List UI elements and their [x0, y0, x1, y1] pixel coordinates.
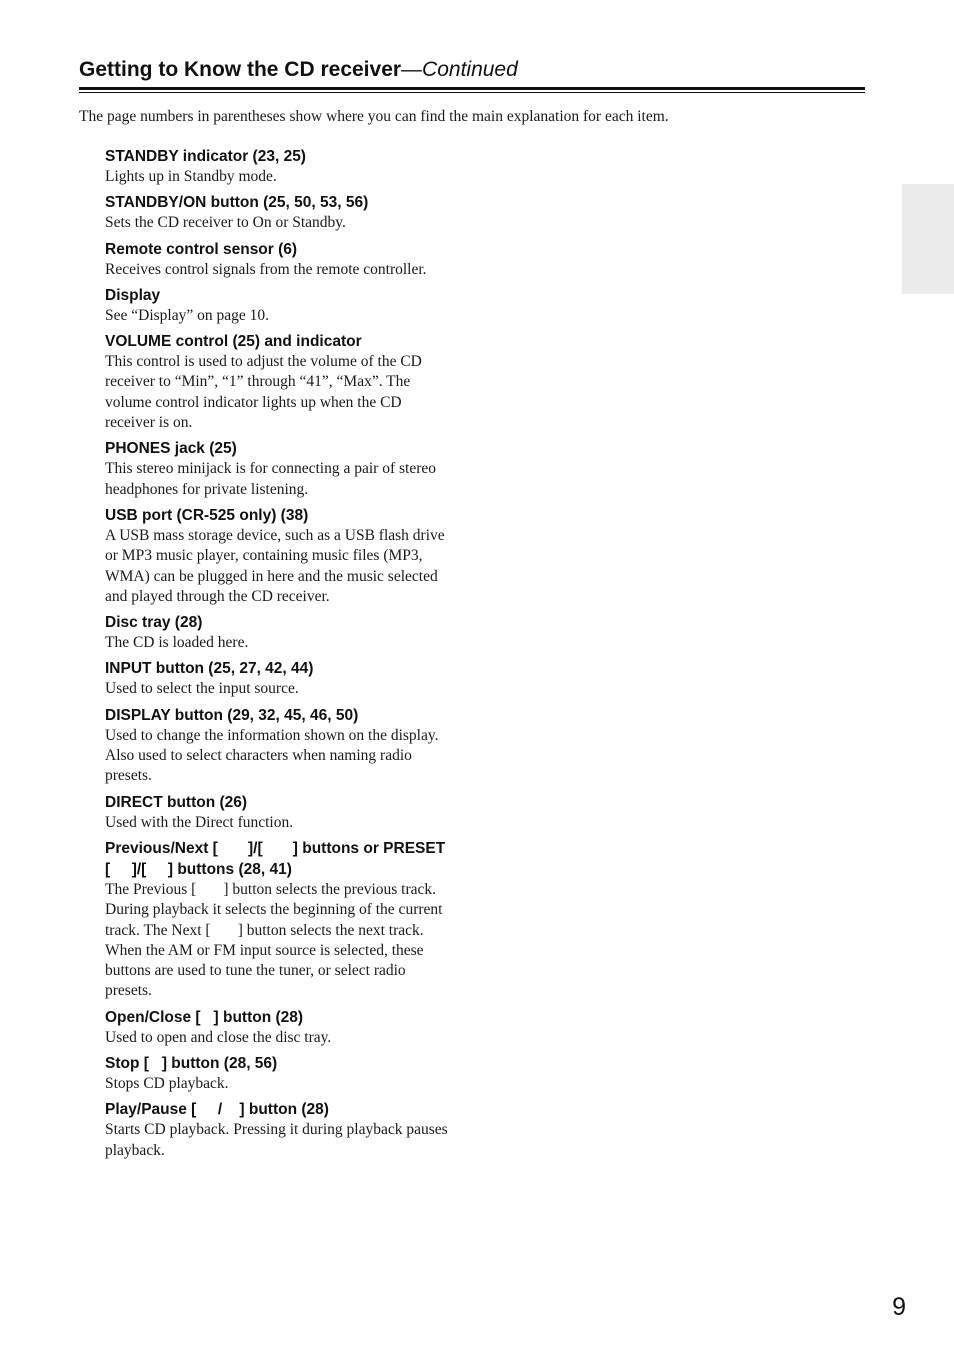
item-heading: Open/Close [ ] button (28): [105, 1008, 304, 1026]
list-item: [105, 1053, 455, 1094]
item-description: The Previous [ ] button selects the previous track. During playback it selects the beginning of the current track. The Next [ ] button selects the next track.: [105, 880, 443, 939]
item-heading: Disc tray (28): [105, 614, 203, 632]
item-heading: VOLUME control (25) and indicator: [105, 333, 362, 351]
item-heading: DISPLAY button (29, 32, 45, 46, 50): [105, 706, 359, 724]
list-item: [105, 331, 455, 433]
item-description: Lights up in Standby mode.: [105, 168, 277, 185]
list-item: [105, 505, 455, 607]
list-item: [105, 192, 455, 233]
item-heading: DIRECT button (26): [105, 793, 248, 811]
item-heading: STANDBY/ON button (25, 50, 53, 56): [105, 194, 369, 212]
item-description: Used to change the information shown on the display. Also used to select characters when naming radio presets.: [105, 726, 439, 785]
item-description: Sets the CD receiver to On or Standby.: [105, 214, 346, 232]
header-title: Getting to Know the CD receiver: [79, 58, 402, 81]
list-item: [105, 1099, 455, 1161]
item-description: Used to open and close the disc tray.: [105, 1028, 332, 1046]
item-heading: Stop [ ] button (28, 56): [105, 1055, 278, 1073]
item-list: [105, 146, 455, 1166]
list-item: [105, 838, 455, 1002]
item-heading: INPUT button (25, 27, 42, 44): [105, 660, 314, 678]
item-heading: Play/Pause [ / ] button (28): [105, 1101, 329, 1119]
item-description: A USB mass storage device, such as a USB flash drive or MP3 music player, containing music files (MP3, WMA) can be plugged in here and the music selected and played through the CD receiver.: [105, 526, 445, 605]
item-description: Receives control signals from the remote controller.: [105, 260, 427, 278]
item-heading: STANDBY indicator (23, 25): [105, 148, 306, 165]
item-heading: PHONES jack (25): [105, 440, 237, 458]
item-description-extra: When the AM or FM input source is selected, these buttons are used to tune the tuner, or select radio presets.: [105, 941, 424, 1000]
list-item: [105, 658, 455, 699]
item-description: This stereo minijack is for connecting a pair of stereo headphones for private listening.: [105, 460, 436, 498]
header-rule-thin: [79, 92, 865, 93]
list-item: [105, 612, 455, 653]
item-description: This control is used to adjust the volume of the CD receiver to “Min”, “1” through “41”, “Max”. The volume control indicator lights up when the CD receiver is on.: [105, 353, 422, 432]
header-continued: —Continued: [401, 58, 518, 81]
header-rule-thick: [79, 87, 865, 90]
list-item: [105, 239, 455, 280]
item-description: The CD is loaded here.: [105, 634, 249, 652]
page-header: [79, 56, 865, 84]
item-description: Starts CD playback. Pressing it during playback pauses playback.: [105, 1121, 448, 1159]
item-heading: Previous/Next [ ]/[ ] buttons or PRESET [ ]/[ ] buttons (28, 41): [105, 839, 446, 878]
list-item: [105, 1007, 455, 1048]
page-number: 9: [892, 1293, 906, 1321]
list-item: [105, 792, 455, 833]
item-description: See “Display” on page 10.: [105, 306, 269, 324]
list-item: [105, 438, 455, 500]
item-heading: Remote control sensor (6): [105, 240, 298, 258]
side-tab: [902, 184, 954, 294]
list-item: [105, 285, 455, 326]
intro-text: The page numbers in parentheses show where you can find the main explanation for each item.: [79, 108, 669, 125]
list-item: [105, 146, 455, 187]
item-heading: USB port (CR-525 only) (38): [105, 506, 309, 524]
item-description: Used to select the input source.: [105, 680, 299, 698]
list-item: [105, 705, 455, 787]
item-description: Used with the Direct function.: [105, 813, 294, 831]
item-heading: Display: [105, 286, 161, 304]
item-description: Stops CD playback.: [105, 1075, 229, 1093]
